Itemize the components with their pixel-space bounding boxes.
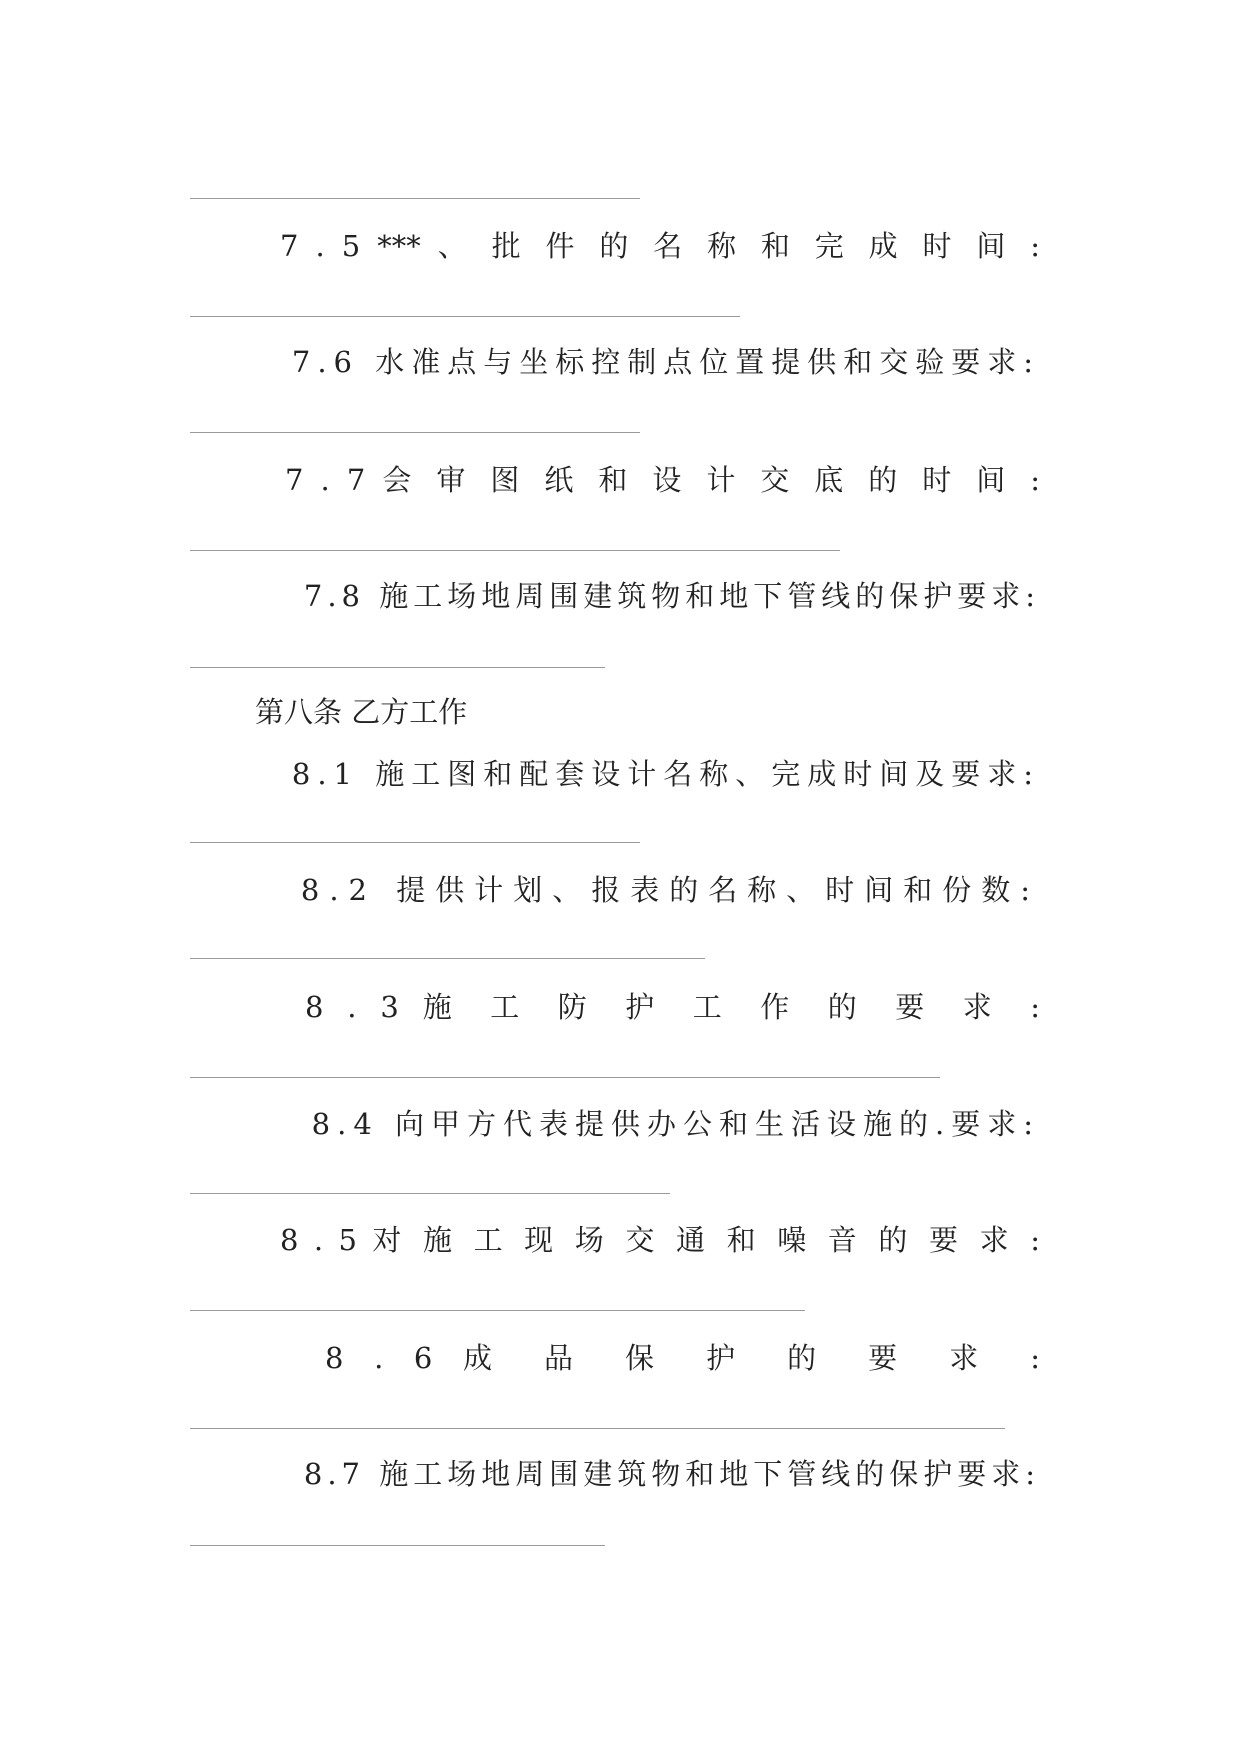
fill-in-blank-line <box>190 1428 1005 1429</box>
clause-7-5: 7 . 5 *** 、 批 件 的 名 称 和 完 成 时 间 : <box>280 229 1040 263</box>
clause-8-3: 8 . 3 施 工 防 护 工 作 的 要 求 : <box>305 990 1040 1024</box>
fill-in-blank-line <box>190 667 605 668</box>
clause-8-2: 8.2 提供计划、报表的名称、时间和份数: <box>300 873 1040 907</box>
clause-8-1: 8.1 施工图和配套设计名称、完成时间及要求: <box>291 757 1040 791</box>
section-heading-article-8: 第八条 乙方工作 <box>255 695 468 729</box>
clause-7-7: 7 . 7 会 审 图 纸 和 设 计 交 底 的 时 间 : <box>285 463 1040 497</box>
clause-8-5: 8 . 5 对 施 工 现 场 交 通 和 噪 音 的 要 求 : <box>280 1223 1040 1257</box>
clause-8-4: 8.4 向甲方代表提供办公和生活设施的.要求: <box>311 1107 1040 1141</box>
fill-in-blank-line <box>190 316 740 317</box>
fill-in-blank-line <box>190 198 640 199</box>
fill-in-blank-line <box>190 1077 940 1078</box>
fill-in-blank-line <box>190 1310 805 1311</box>
fill-in-blank-line <box>190 958 705 959</box>
clause-7-8: 7.8 施工场地周围建筑物和地下管线的保护要求: <box>303 579 1040 613</box>
fill-in-blank-line <box>190 1545 605 1546</box>
fill-in-blank-line <box>190 550 840 551</box>
clause-7-6: 7.6 水准点与坐标控制点位置提供和交验要求: <box>291 345 1040 379</box>
clause-8-7: 8.7 施工场地周围建筑物和地下管线的保护要求: <box>303 1457 1040 1491</box>
fill-in-blank-line <box>190 432 640 433</box>
clause-8-6: 8 . 6 成 品 保 护 的 要 求 : <box>325 1341 1040 1375</box>
fill-in-blank-line <box>190 1193 670 1194</box>
fill-in-blank-line <box>190 842 640 843</box>
